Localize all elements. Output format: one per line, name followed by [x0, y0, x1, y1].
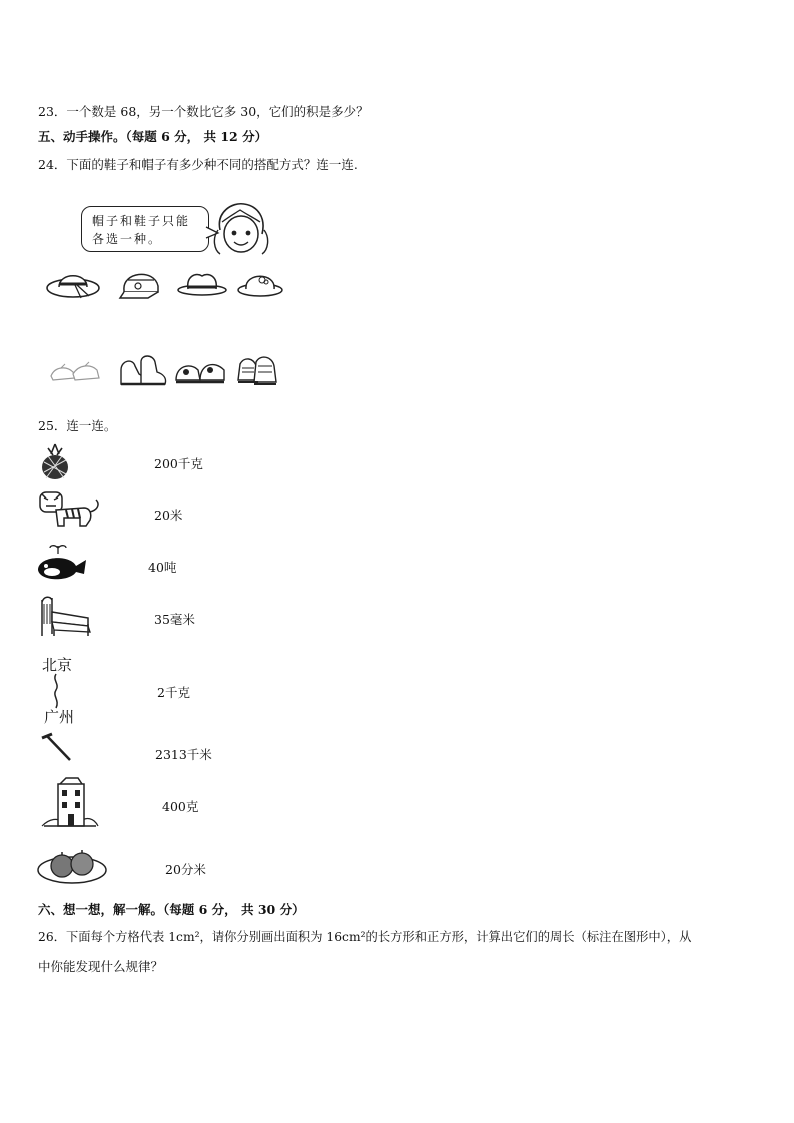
match-label-1: 200千克 — [154, 456, 203, 471]
hat-icon-1 — [45, 266, 101, 302]
oranges-plate-icon — [36, 846, 108, 886]
map-city-guangzhou: 广州 — [44, 708, 75, 726]
nail-icon — [40, 732, 80, 764]
speech-bubble-line1: 帽子和鞋子只能 — [92, 214, 191, 228]
building-icon — [40, 774, 100, 830]
section-5-title: 五、动手操作。（每题 6 分， 共 12 分） — [38, 129, 268, 144]
question-23: 23．一个数是 68，另一个数比它多 30，它们的积是多少？ — [38, 104, 369, 119]
whale-icon — [36, 544, 88, 584]
hat-icon-2 — [118, 266, 164, 302]
question-24: 24．下面的鞋子和帽子有多少种不同的搭配方式？连一连. — [38, 157, 358, 172]
question-25: 25．连一连。 — [38, 418, 117, 433]
question-26-line1: 26．下面每个方格代表 1cm²，请你分别画出面积为 16cm²的长方形和正方形，计算出它们的周长（标注在图形中），从 — [38, 930, 692, 944]
shoe-icon-1 — [47, 356, 103, 386]
match-label-6: 2313千米 — [155, 747, 212, 762]
girl-icon — [212, 200, 270, 258]
hat-icon-3 — [176, 268, 228, 298]
tiger-icon — [36, 488, 102, 528]
beijing-guangzhou-map-icon — [44, 674, 74, 708]
bed-icon — [38, 594, 94, 638]
speech-bubble-line2: 各选一种。 — [92, 232, 163, 246]
match-label-4: 35毫米 — [154, 612, 195, 627]
match-label-5: 2千克 — [157, 685, 190, 700]
pineapple-icon — [38, 442, 72, 480]
shoe-icon-2 — [117, 350, 169, 388]
question-26-line2: 中你能发现什么规律？ — [38, 959, 164, 974]
match-label-8: 20分米 — [165, 862, 206, 877]
shoe-icon-3 — [174, 352, 226, 386]
match-label-7: 400克 — [162, 799, 199, 814]
match-label-3: 40吨 — [148, 560, 177, 575]
shoe-icon-4 — [234, 350, 280, 388]
section-6-title: 六、想一想，解一解。（每题 6 分， 共 30 分） — [38, 902, 305, 917]
speech-bubble — [81, 206, 209, 252]
match-label-2: 20米 — [154, 508, 183, 523]
hat-icon-4 — [236, 266, 284, 300]
map-city-beijing: 北京 — [42, 656, 73, 674]
